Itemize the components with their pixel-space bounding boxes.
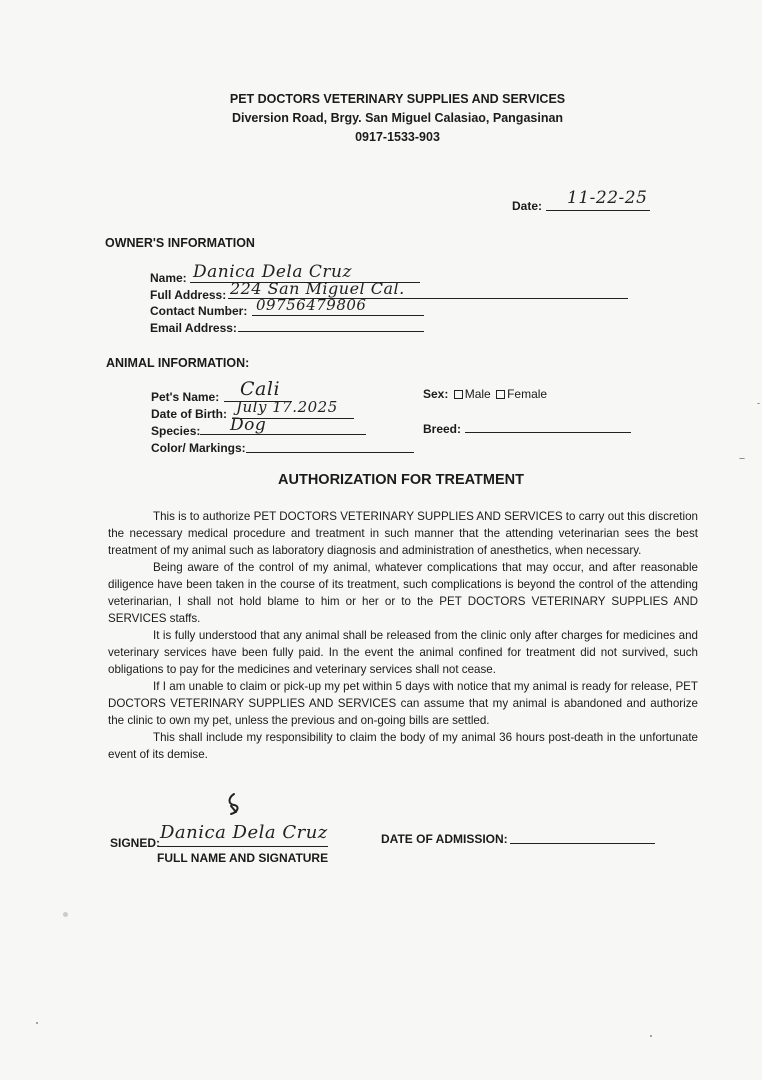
date-value[interactable]: 11-22-25 — [567, 188, 648, 208]
owner-contact-label: Contact Number: — [150, 304, 248, 318]
signature-line — [158, 846, 328, 847]
scan-speck — [757, 403, 760, 404]
species-value[interactable]: Dog — [230, 415, 267, 435]
signature-flourish-icon — [222, 792, 244, 818]
owner-name-value[interactable]: Danica Dela Cruz — [193, 262, 352, 282]
breed-label: Breed: — [423, 422, 462, 436]
authorization-paragraph: If I am unable to claim or pick-up my pet within 5 days with notice that my animal is ready for release, PET DOCTORS VETERINARY SUPPLIES AND SERVICES can assume that my animal is abandoned and authorize the clinic to own my pet, unless the previous and on-going bills are settled. — [108, 680, 698, 727]
signed-value[interactable]: Danica Dela Cruz — [160, 822, 328, 843]
pet-name-value[interactable]: Cali — [240, 378, 281, 400]
business-name: PET DOCTORS VETERINARY SUPPLIES AND SERVICES — [229, 92, 566, 106]
authorization-paragraph: It is fully understood that any animal shall be released from the clinic only after charges for medicines and veterinary services have been fully paid. In the event the animal confined for treatment did not survived, such obligations to pay for the medicines and veterinary services shall not cease. — [108, 629, 698, 676]
owner-contact-line — [252, 315, 424, 316]
pet-name-label: Pet's Name: — [151, 390, 220, 404]
signed-label: SIGNED: — [110, 836, 161, 850]
date-line — [546, 210, 650, 211]
business-address: Diversion Road, Brgy. San Miguel Calasiao, Pangasinan — [231, 111, 564, 125]
admission-line — [510, 843, 655, 844]
scan-speck — [650, 1035, 652, 1037]
dob-value[interactable]: July 17.2025 — [236, 398, 338, 416]
male-checkbox[interactable] — [454, 390, 463, 399]
breed-line — [465, 432, 631, 433]
scan-speck — [739, 458, 745, 459]
authorization-body — [108, 508, 698, 763]
sex-field — [423, 387, 547, 401]
owner-address-value[interactable]: 224 San Miguel Cal. — [230, 279, 405, 298]
species-label: Species: — [151, 424, 201, 438]
authorization-paragraph: This shall include my responsibility to claim the body of my animal 36 hours post-death in the unfortunate event of its demise. — [108, 731, 698, 761]
owner-contact-value[interactable]: 09756479806 — [256, 296, 367, 314]
admission-label: DATE OF ADMISSION: — [381, 832, 508, 846]
dob-label: Date of Birth: — [151, 407, 227, 421]
male-option-label: Male — [464, 387, 491, 401]
color-line — [246, 452, 414, 453]
owner-section-title: OWNER'S INFORMATION — [105, 236, 255, 250]
species-line — [200, 434, 366, 435]
authorization-paragraph: Being aware of the control of my animal, whatever complications that may occur, and after reasonable diligence have been taken in the course of its treatment, such complications is beyond the control of the attending veterinarian, I shall not hold blame to him or her or to the PET DOCTORS VETERINARY SUPPLIES AND SERVICES staffs. — [108, 561, 698, 625]
authorization-paragraph: This is to authorize PET DOCTORS VETERINARY SUPPLIES AND SERVICES to carry out this discretion the necessary medical procedure and treatment in such manner that the attending veterinarian sees the best treatment of my animal such as laboratory diagnosis and administration of anesthetics, when necessary. — [108, 510, 698, 557]
signature-caption: FULL NAME AND SIGNATURE — [157, 851, 329, 865]
business-phone: 0917-1533-903 — [355, 130, 440, 144]
scan-speck — [36, 1022, 38, 1024]
female-checkbox[interactable] — [496, 390, 505, 399]
sex-label: Sex: — [423, 387, 449, 401]
scan-speck — [63, 912, 68, 917]
date-label: Date: — [512, 199, 543, 213]
color-label: Color/ Markings: — [151, 441, 246, 455]
female-option-label: Female — [507, 387, 548, 401]
owner-address-label: Full Address: — [150, 288, 227, 302]
owner-email-line — [238, 331, 424, 332]
authorization-title: AUTHORIZATION FOR TREATMENT — [278, 472, 524, 488]
owner-email-label: Email Address: — [150, 321, 237, 335]
animal-section-title: ANIMAL INFORMATION: — [106, 356, 250, 370]
owner-name-label: Name: — [150, 271, 187, 285]
